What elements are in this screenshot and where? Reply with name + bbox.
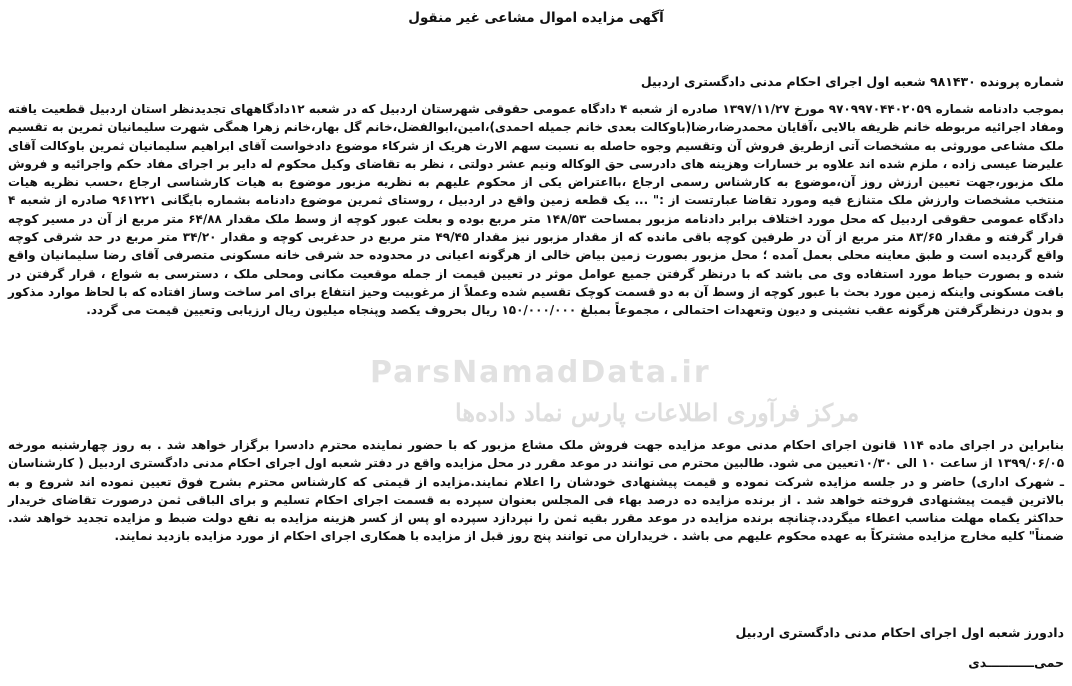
paragraph-judgment: بموجب دادنامه شماره ۹۷۰۹۹۷۰۴۴۰۲۰۵۹ مورخ ۱۳۹۷/۱۱/۲۷ صادره از شعبه ۴ دادگاه عمومی حقوقی شهرستان اردبیل که در شعبه ۱۲دادگاههای تجدیدنظر استان اردبیل قطعیت یافته ومفاد اجرائیه مربوطه خانم ظریفه بالایی ،آقایان محمدرضا،رضا(باوکالت بعدی خانم جمیله احمدی)،امین،ابوالفضل،خانم گل بهار،خانم زهرا همگی شهرت سلیمانیان ثمرین به تقسیم ملک مشاعی موروثی به مشخصات آتی ازطریق فروش آن وتقسیم وجوه حاصله به نسبت سهم الارث هریک از شرکاء موضوع دادخواست آقای ابراهیم سلیمانیان ثمرین باوکالت آقای علیرضا عیسی زاده ، ملزم شده اند علاوه بر خسارات وهزینه های دادرسی حق الوکاله ونیم عشر دولتی ، نظر به تقاضای وکیل محکوم له دایر بر اجرای مفاد حکم واجرائیه و فروش ملک مزبور،جهت تعیین ارزش روز آن،موضوع به کارشناس رسمی ارجاع ،بااعتراض یکی از محکوم علیهم به نظریه مزبور موضوع به هیات کارشناسی ارجاع ،حسب نظریه هیات منتخب مشخصات وارزش ملک متنازع فیه ومورد تقاضا عبارتست از :" ... یک قطعه زمین واقع در اردبیل ، روستای ثمرین موضوع دادنامه بشماره بایگانی ۹۶۱۲۲۱ صادره از شعبه ۴ دادگاه عمومی حقوقی اردبیل که محل مورد اختلاف برابر دادنامه مزبور بمساحت ۱۴۸/۵۳ متر مربع بوده و بعلت عبور کوچه از وسط ملک مقدار ۶۴/۸۸ متر مربع از آن در مسیر کوچه قرار گرفته و مقدار ۸۳/۶۵ متر مربع از آن در طرفین کوچه باقی مانده که از مقدار مزبور نیز مقدار ۴۹/۴۵ متر مربع در حدغربی کوچه و مقدار ۳۴/۲۰ متر مربع در حد شرقی کوچه واقع گردیده است و طبق معاینه محلی بعمل آمده ؛ محل مزبور بصورت زمین بیاض خالی از هرگونه اعیانی در محدوده حد شرقی خانه مسکونی متصرفی آقای رضا سلیمانیان واقع شده و بصورت حیاط مورد استفاده وی می باشد که با درنظر گرفتن جمیع عوامل موثر در تعیین قیمت از جمله موقعیت مکانی ومحلی ملک ، دسترسی به شواع ، قرار گرفتن در بافت مسکونی واینکه زمین مورد بحث با عبور کوچه از وسط آن به دو قسمت کوچک تقسیم شده وعملاً از مرغوبیت وحیز انتفاع برای امر ساخت وساز افتاده که با لحاظ موارد مذکور و بدون درنظرگرفتن هرگونه عقب نشینی و دیون وتعهدات احتمالی ، مجموعاً بمبلغ ۱۵۰/۰۰۰/۰۰۰ ریال بحروف یکصد وپنجاه میلیون ریال ارزیابی وتعیین قیمت می گردد. [8, 102, 1065, 318]
watermark-farsi: مرکز فرآوری اطلاعات پارس نماد داده‌ها [455, 398, 860, 427]
paragraph-auction-terms: بنابراین در اجرای ماده ۱۱۴ قانون اجرای احکام مدنی موعد مزایده جهت فروش ملک مشاع مزبور که با حضور نماینده محترم دادسرا برگزار خواهد شد . به روز چهارشنبه مورخه ۱۳۹۹/۰۶/۰۵ از ساعت ۱۰ الی ۱۰/۳۰تعیین می شود. طالبین محترم می توانند در موعد مقرر در محل مزایده واقع در دفتر شعبه اول اجرای احکام مدنی دادگستری اردبیل ( کارشناسان ـ شهرک اداری) حاضر و در جلسه مزایده شرکت نموده و قیمت پیشنهادی خودشان را اعلام نمایند.مزایده از قیمتی که کارشناس محترم بشرح فوق تعیین نموده اند شروع و به بالاترین قیمت پیشنهادی فروخته خواهد شد . از برنده مزایده ده درصد بهاء فی المجلس بعنوان سپرده به قسمت اجرای احکام تسلیم و برای الباقی ثمن درصورت تقاضای خریدار حداکثر یکماه مهلت مناسب اعطاء میگردد.چنانچه برنده مزایده در موعد مقرر بقیه ثمن را نپردازد سپرده او پس از کسر هزینه مزایده به نفع دولت ضبط و مزایده تجدید خواهد شد. ضمناً" کلیه مخارج مزایده مشترکاً به عهده محکوم علیهم می باشد . خریداران می توانند پنج روز قبل از مزایده با همکاری اجرای احکام از مورد مزایده بازدید نمایند. [8, 438, 1065, 544]
signer-name: حمی‌ـــــــــــدی [968, 655, 1064, 670]
case-number-line: شماره پرونده ۹۸۱۴۳۰ شعبه اول اجرای احکام مدنی دادگستری اردبیل [640, 74, 1064, 89]
notice-title: آگهی مزایده اموال مشاعی غیر منقول [408, 10, 664, 26]
signature-title: دادورز شعبه اول اجرای احکام مدنی دادگستری اردبیل [735, 625, 1064, 640]
watermark-latin: ParsNamadData.ir [370, 355, 711, 390]
